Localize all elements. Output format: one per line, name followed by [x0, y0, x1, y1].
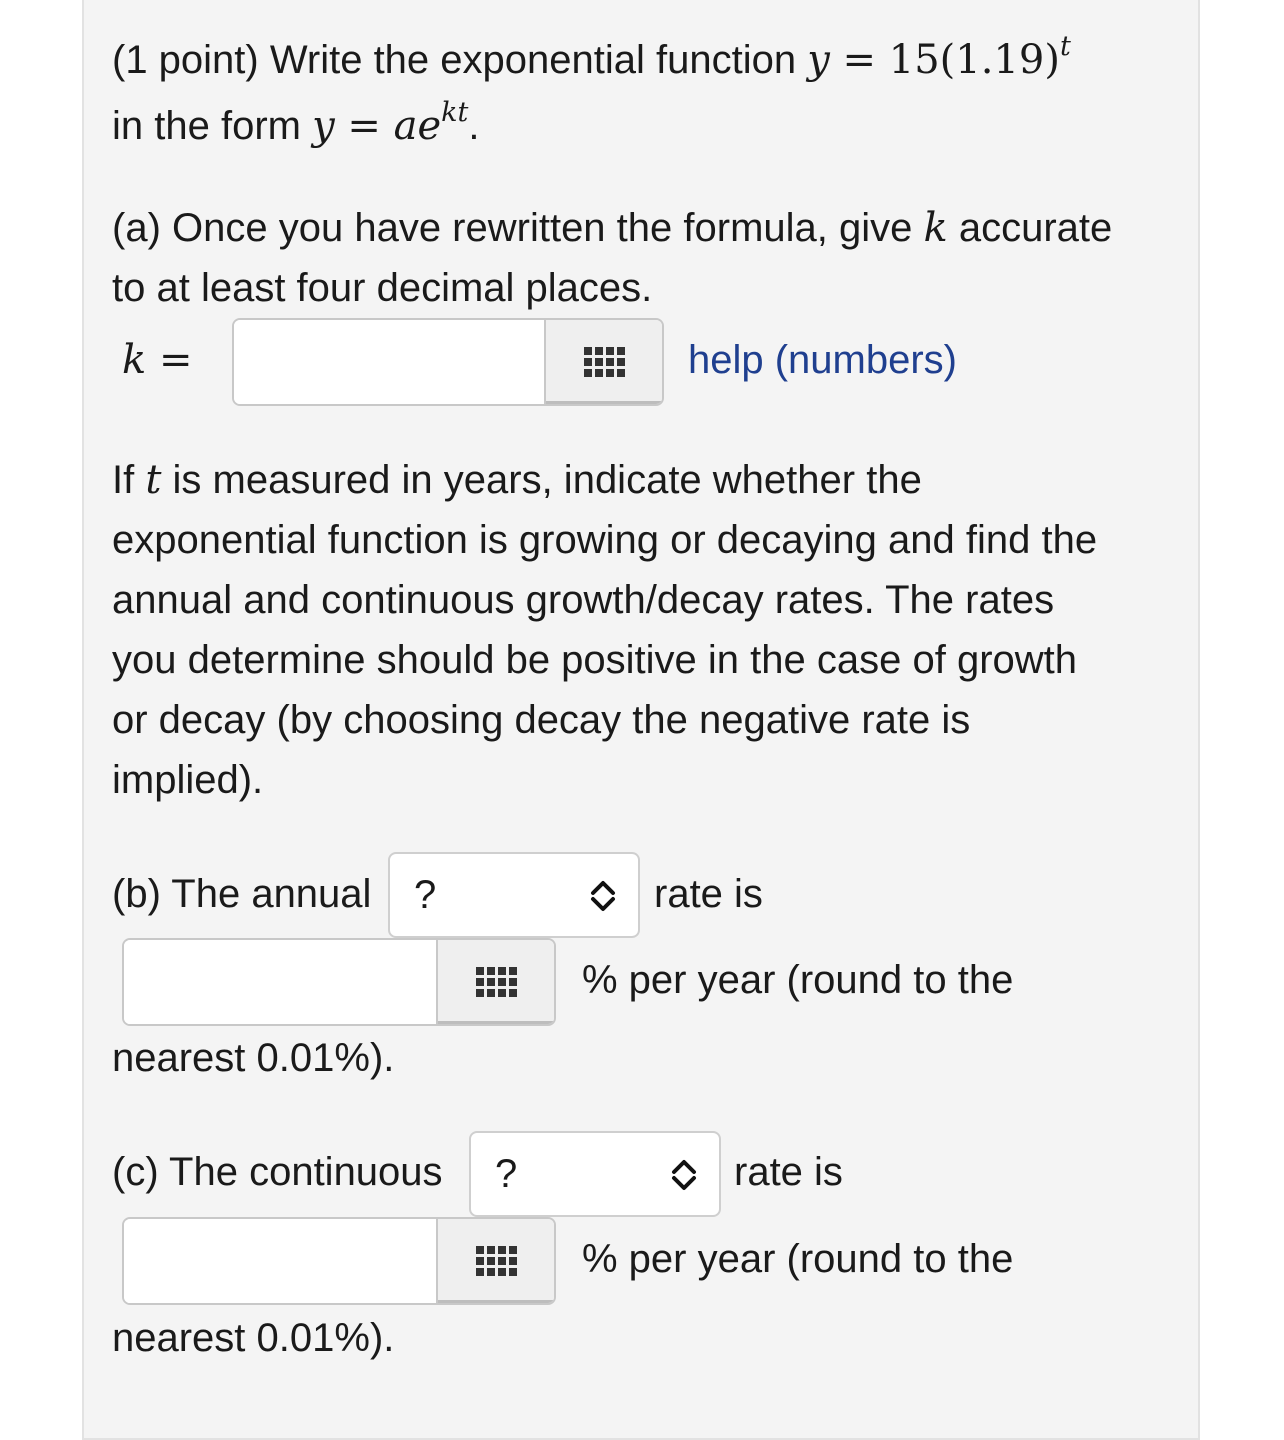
part-b-select-value: ?: [414, 873, 437, 917]
para-line-5: or decay (by choosing decay the negative rate is: [112, 698, 971, 742]
math-form-y: y: [312, 103, 335, 149]
k-answer-box: [232, 318, 664, 406]
equation-palette-icon: [584, 347, 625, 377]
part-c-label: (c) The continuous: [112, 1150, 443, 1194]
math-form-ae: = ae: [334, 103, 442, 149]
para-if: If: [112, 458, 146, 502]
part-a-text: (a) Once you have rewritten the formula, give: [112, 206, 924, 250]
equation-palette-button[interactable]: [544, 320, 662, 404]
part-c-select[interactable]: [469, 1131, 721, 1217]
math-form-exponent: kt: [441, 97, 469, 128]
part-c-select-value: ?: [495, 1152, 518, 1196]
part-a-text-end: accurate: [947, 206, 1113, 250]
para-line-2: exponential function is growing or decaying and find the: [112, 518, 1098, 562]
k-label: [122, 330, 192, 390]
math-exponent-t: t: [1059, 31, 1071, 62]
part-b-nearest: nearest 0.01%).: [112, 1036, 395, 1080]
part-b-rate-is: rate is: [654, 872, 763, 916]
part-c-answer-box: [122, 1217, 556, 1305]
math-y: y: [807, 37, 830, 83]
form-period: .: [468, 104, 480, 148]
math-function: = 15(1.19): [829, 37, 1060, 83]
part-b-label: (b) The annual: [112, 872, 372, 916]
para-line-1: [112, 450, 922, 510]
para-rest: is measured in years, indicate whether the: [161, 458, 922, 502]
equation-palette-button[interactable]: [436, 940, 554, 1024]
equation-palette-icon: [476, 1246, 517, 1276]
part-c-rate-is: rate is: [734, 1150, 843, 1194]
part-b-input[interactable]: [124, 940, 440, 1024]
math-t: t: [145, 457, 162, 503]
math-k: k: [923, 205, 948, 251]
chevron-up-down-icon: [590, 878, 616, 914]
part-a-line-2: to at least four decimal places.: [112, 266, 653, 310]
part-b-answer-box: [122, 938, 556, 1026]
part-c-per-year: % per year (round to the: [582, 1237, 1014, 1281]
part-c-nearest: nearest 0.01%).: [112, 1316, 395, 1360]
equation-palette-icon: [476, 967, 517, 997]
intro-line-2: [112, 96, 480, 156]
chevron-up-down-icon: [671, 1157, 697, 1193]
intro-text: (1 point) Write the exponential function: [112, 38, 808, 82]
para-line-3: annual and continuous growth/decay rates. The rates: [112, 578, 1055, 622]
part-b-select[interactable]: [388, 852, 640, 938]
intro-line-1: [112, 30, 1071, 90]
para-line-6: implied).: [112, 758, 264, 802]
help-numbers-link[interactable]: help (numbers): [688, 338, 958, 382]
k-input[interactable]: [234, 320, 548, 404]
form-text: in the form: [112, 104, 313, 148]
k-equals: =: [146, 337, 193, 383]
k-var: k: [122, 337, 147, 383]
para-line-4: you determine should be positive in the case of growth: [112, 638, 1078, 682]
part-a-line-1: [112, 198, 1112, 258]
equation-palette-button[interactable]: [436, 1219, 554, 1303]
part-c-input[interactable]: [124, 1219, 440, 1303]
part-b-per-year: % per year (round to the: [582, 958, 1014, 1002]
